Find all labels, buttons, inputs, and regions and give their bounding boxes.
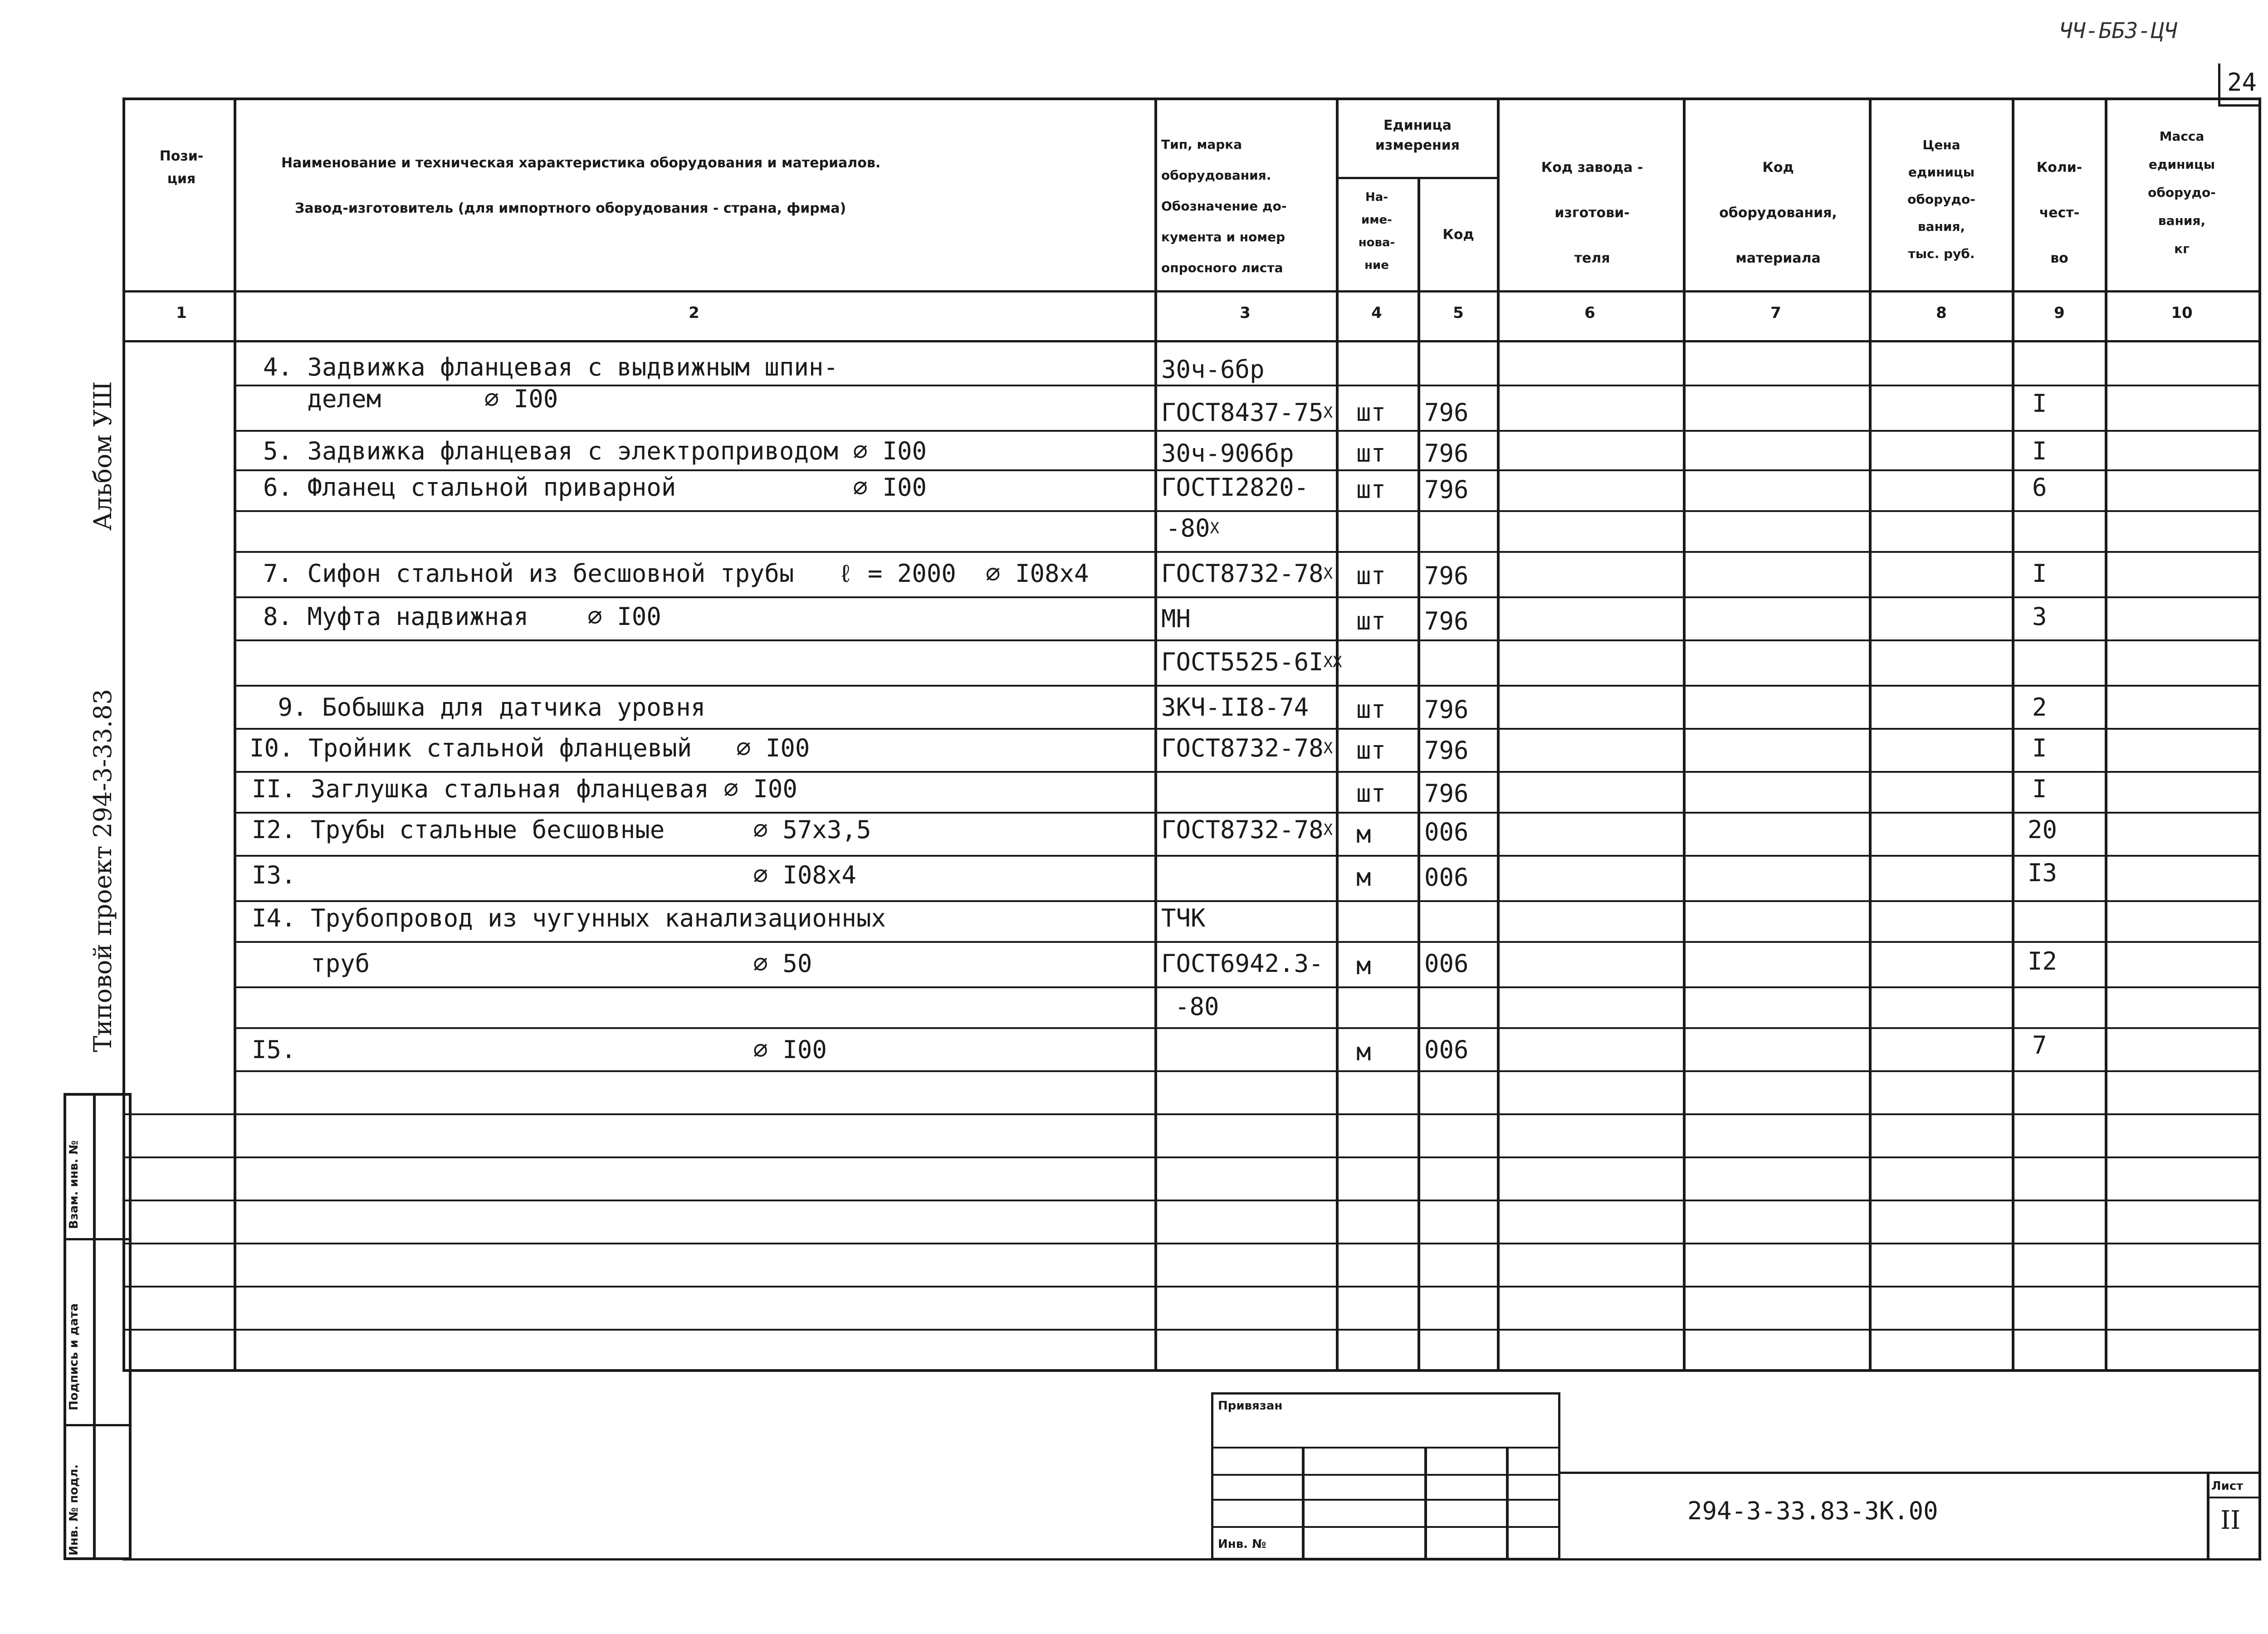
row-qty: I bbox=[2032, 775, 2047, 803]
sheet-box-divider bbox=[2207, 1497, 2261, 1498]
project-label: Типовой проект 294-3-33.83 bbox=[88, 689, 117, 1052]
row-qty: I bbox=[2032, 389, 2047, 418]
colnum-3: 3 bbox=[1240, 304, 1251, 322]
header-unit-name: На- име- нова- ние bbox=[1358, 190, 1395, 272]
row-unit: шт bbox=[1356, 779, 1386, 808]
colnum-4: 4 bbox=[1371, 304, 1382, 322]
row-code: 006 bbox=[1424, 1035, 1469, 1064]
row-qty: I bbox=[2032, 437, 2047, 465]
bottom-frame-line bbox=[122, 1558, 2261, 1561]
row-type: -80 bbox=[1175, 992, 1219, 1021]
document-code: 294-3-33.83-ЗК.00 bbox=[1687, 1497, 1938, 1525]
row-unit: шт bbox=[1356, 695, 1386, 724]
row-line bbox=[234, 551, 2261, 553]
row-name: I2. Трубы стальные бесшовные ⌀ 57х3,5 bbox=[252, 815, 871, 844]
row-line bbox=[122, 1243, 2261, 1244]
row-name: труб ⌀ 50 bbox=[252, 949, 812, 978]
document-code-top: ЧЧ-ББЗ-ЦЧ bbox=[2059, 18, 2178, 44]
row-name: делем ⌀ I00 bbox=[263, 385, 558, 413]
header-name-line1: Наименование и техническая характеристика оборудования и материалов. bbox=[281, 155, 881, 171]
header-factory-code: Код завода - изготови- теля bbox=[1541, 160, 1643, 266]
row-type: $ГОСТ8437-75^Х$ bbox=[1161, 398, 1333, 427]
row-code: 796 bbox=[1424, 398, 1469, 427]
row-name: II. Заглушка стальная фланцевая ⌀ I00 bbox=[252, 775, 797, 803]
header-type: Тип, марка оборудования. Обозначение до- кумента и номер опросного листа bbox=[1161, 137, 1287, 275]
album-label: Альбом УШ bbox=[88, 381, 117, 531]
header-unit-code: Код bbox=[1442, 227, 1474, 243]
col-line-4 bbox=[1418, 177, 1420, 1372]
row-unit: шт bbox=[1356, 439, 1386, 468]
row-code: 796 bbox=[1424, 561, 1469, 590]
colnum-10: 10 bbox=[2171, 304, 2193, 322]
stamp-inner-line bbox=[93, 1093, 96, 1560]
colnum-7: 7 bbox=[1770, 304, 1781, 322]
row-code: 796 bbox=[1424, 475, 1469, 504]
title-grid-col bbox=[1424, 1447, 1427, 1560]
row-type: МН bbox=[1161, 605, 1191, 633]
colnum-1: 1 bbox=[176, 304, 187, 322]
col-line-8 bbox=[2012, 98, 2014, 1372]
colnum-6: 6 bbox=[1584, 304, 1595, 322]
row-line bbox=[122, 1329, 2261, 1331]
row-unit: м bbox=[1356, 951, 1371, 980]
row-name: 4. Задвижка фланцевая с выдвижным шпин- bbox=[263, 353, 838, 381]
row-type: ТЧК bbox=[1161, 904, 1206, 932]
row-code: 006 bbox=[1424, 949, 1469, 978]
row-qty: 3 bbox=[2032, 602, 2047, 631]
row-line bbox=[122, 1156, 2261, 1158]
row-qty: 20 bbox=[2028, 815, 2058, 844]
row-qty: 7 bbox=[2032, 1031, 2047, 1059]
row-code: 796 bbox=[1424, 439, 1469, 468]
row-name: 6. Фланец стальной приварной ⌀ I00 bbox=[263, 473, 927, 502]
col-line-2 bbox=[1154, 98, 1157, 1372]
row-type: ГОСТ6942.3- bbox=[1161, 949, 1324, 978]
header-equipment-code: Код оборудования, материала bbox=[1719, 160, 1837, 266]
row-line bbox=[234, 510, 2261, 512]
stamp-inventory-label: Инв. № подл. bbox=[67, 1464, 81, 1556]
row-qty: I2 bbox=[2028, 947, 2058, 976]
privyazan-label: Привязан bbox=[1218, 1399, 1283, 1413]
stamp-divider bbox=[64, 1238, 132, 1240]
row-unit: шт bbox=[1356, 398, 1386, 427]
row-name: 8. Муфта надвижная ⌀ I00 bbox=[263, 602, 661, 631]
row-qty: I bbox=[2032, 734, 2047, 762]
row-type: ГОСТI2820- bbox=[1161, 473, 1309, 502]
row-qty: I3 bbox=[2028, 858, 2058, 887]
row-code: 796 bbox=[1424, 779, 1469, 808]
header-unit: Единица измерения bbox=[1375, 117, 1460, 153]
header-price: Цена единицы оборудо- вания, тыс. руб. bbox=[1907, 137, 1975, 261]
row-name: I5. ⌀ I00 bbox=[252, 1035, 827, 1064]
row-line bbox=[234, 1070, 2261, 1072]
row-line bbox=[122, 1200, 2261, 1201]
header-quantity: Коли- чест- во bbox=[2036, 160, 2082, 266]
col-line-1 bbox=[234, 98, 236, 1372]
row-unit: м bbox=[1356, 863, 1371, 892]
row-type: $-80^Х$ bbox=[1166, 514, 1220, 542]
row-line bbox=[234, 639, 2261, 641]
unit-header-split bbox=[1336, 177, 1499, 179]
inventory-number-label: Инв. № bbox=[1218, 1537, 1266, 1551]
row-line bbox=[234, 685, 2261, 687]
row-line bbox=[234, 855, 2261, 857]
right-frame-extension bbox=[2258, 1370, 2261, 1560]
col-line-6 bbox=[1683, 98, 1686, 1372]
row-type: $ГОСТ5525-6I^{ХХ}$ bbox=[1161, 648, 1342, 676]
header-name-line2: Завод-изготовитель (для импортного оборудования - страна, фирма) bbox=[295, 200, 846, 216]
row-line bbox=[234, 986, 2261, 988]
row-code: 796 bbox=[1424, 607, 1469, 635]
row-line bbox=[234, 1027, 2261, 1029]
stamp-vzam-label: Взам. инв. № bbox=[67, 1140, 81, 1229]
row-code: 796 bbox=[1424, 736, 1469, 765]
row-unit: м bbox=[1356, 1038, 1371, 1066]
row-name: I3. ⌀ I08х4 bbox=[252, 861, 856, 889]
row-type: ЗКЧ-II8-74 bbox=[1161, 693, 1309, 722]
row-name: I0. Тройник стальной фланцевый ⌀ I00 bbox=[249, 734, 810, 762]
col-line-5 bbox=[1497, 98, 1500, 1372]
row-code: 796 bbox=[1424, 695, 1469, 724]
header-bottom-line bbox=[122, 290, 2261, 293]
row-type: $ГОСТ8732-78^Х$ bbox=[1161, 559, 1333, 588]
row-line bbox=[234, 596, 2261, 598]
row-code: 006 bbox=[1424, 818, 1469, 846]
col-line-9 bbox=[2105, 98, 2107, 1372]
row-line bbox=[234, 728, 2261, 730]
title-grid-col bbox=[1506, 1447, 1509, 1560]
header-position: Пози- ция bbox=[159, 148, 204, 187]
row-unit: шт bbox=[1356, 607, 1386, 635]
sheet-box-line bbox=[2207, 1472, 2209, 1560]
row-qty: 2 bbox=[2032, 693, 2047, 722]
row-qty: I bbox=[2032, 559, 2047, 588]
row-unit: шт bbox=[1356, 561, 1386, 590]
row-type: $ГОСТ8732-78^Х$ bbox=[1161, 815, 1333, 844]
row-name: 5. Задвижка фланцевая с электроприводом ⌀ I00 bbox=[263, 437, 927, 465]
col-line-7 bbox=[1869, 98, 1872, 1372]
row-line bbox=[122, 1286, 2261, 1288]
row-name: I4. Трубопровод из чугунных канализационных bbox=[252, 904, 886, 932]
colnum-9: 9 bbox=[2054, 304, 2065, 322]
title-doc-top-line bbox=[1558, 1472, 2261, 1474]
row-name: 9. Бобышка для датчика уровня bbox=[263, 693, 706, 722]
row-unit: шт bbox=[1356, 736, 1386, 765]
col-line-3 bbox=[1336, 98, 1339, 1372]
row-type: 30ч-6бр bbox=[1161, 355, 1265, 384]
colnum-8: 8 bbox=[1936, 304, 1947, 322]
row-qty: 6 bbox=[2032, 473, 2047, 502]
colnum-5: 5 bbox=[1453, 304, 1464, 322]
stamp-signature-label: Подпись и дата bbox=[67, 1303, 81, 1410]
row-unit: шт bbox=[1356, 475, 1386, 504]
left-frame-extension bbox=[129, 1370, 132, 1560]
row-line bbox=[122, 1113, 2261, 1115]
row-line bbox=[234, 941, 2261, 943]
row-code: 006 bbox=[1424, 863, 1469, 892]
header-mass: Масса единицы оборудо- вания, кг bbox=[2148, 129, 2216, 256]
colnum-bottom-line bbox=[122, 340, 2261, 342]
title-grid-col bbox=[1302, 1447, 1305, 1560]
page-number: 24 bbox=[2227, 68, 2257, 97]
row-name: 7. Сифон стальной из бесшовной трубы ℓ = 2000 ⌀ I08х4 bbox=[263, 559, 1089, 588]
colnum-2: 2 bbox=[689, 304, 699, 322]
sheet-label: Лист bbox=[2211, 1479, 2244, 1493]
stamp-divider bbox=[64, 1424, 132, 1426]
row-unit: м bbox=[1356, 820, 1371, 849]
row-type: $ГОСТ8732-78^Х$ bbox=[1161, 734, 1333, 762]
row-type: 30ч-906бр bbox=[1161, 439, 1294, 468]
sheet-number: II bbox=[2220, 1506, 2241, 1535]
